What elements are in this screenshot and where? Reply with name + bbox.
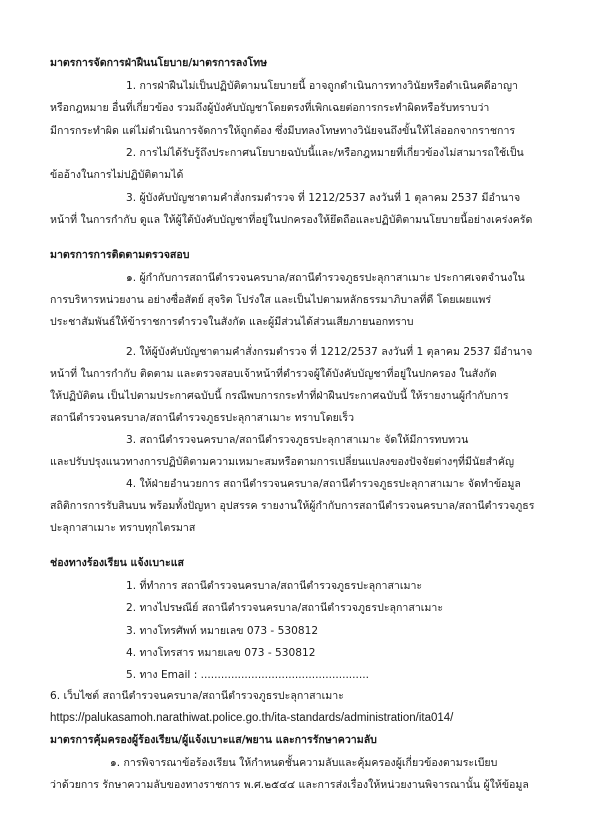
section-heading-channels: ช่องทางร้องเรียน แจ้งเบาะแส [50, 557, 184, 569]
policy-line-3: มีการกระทำผิด แต่ไม่ดำเนินการจัดการให้ถูกต้อง ซึ่งมีบทลงโทษทางวินัยจนถึงขั้นให้ไล่ออกจากราชการ [50, 125, 516, 137]
section-heading-monitoring: มาตรการการติดตามตรวจสอบ [50, 249, 190, 261]
channel-item-2: 2. ทางไปรษณีย์ สถานีตำรวจนครบาล/สถานีตำรวจภูธรปะลุกาสาเมาะ [126, 602, 444, 614]
monitoring-line-7: สถานีตำรวจนครบาล/สถานีตำรวจภูธรปะลุกาสาเมาะ ทราบโดยเร็ว [50, 412, 355, 424]
policy-line-2: หรือกฎหมาย อื่นที่เกี่ยวข้อง รวมถึงผู้บังคับบัญชาโดยตรงที่เพิกเฉยต่อการกระทำผิดหรือรับทราบว่า [50, 102, 490, 114]
channel-website-url[interactable]: https://palukasamoh.narathiwat.police.go.th/ita-standards/administration/ita014/ [50, 712, 454, 724]
monitoring-line-2: การบริหารหน่วยงาน อย่างซื่อสัตย์ สุจริต โปร่งใส และเป็นไปตามหลักธรรมาภิบาลที่ดี โดยเผยแพร่ [50, 294, 492, 306]
monitoring-line-9: และปรับปรุงแนวทางการปฏิบัติตามความเหมาะสมหรือตามการเปลี่ยนแปลงของปัจจัยต่างๆที่มีนัยสำคัญ [50, 456, 514, 468]
monitoring-line-10: 4. ให้ฝ่ายอำนวยการ สถานีตำรวจนครบาล/สถานีตำรวจภูธรปะลุกาสาเมาะ จัดทำข้อมูล [126, 478, 521, 490]
policy-line-6: 3. ผู้บังคับบัญชาตามคำสั่งกรมตำรวจ ที่ 1212/2537 ลงวันที่ 1 ตุลาคม 2537 มีอำนาจ [126, 192, 521, 204]
monitoring-line-1: ๑. ผู้กำกับการสถานีตำรวจนครบาล/สถานีตำรวจภูธรปะลุกาสาเมาะ ประกาศเจตจำนงใน [126, 272, 525, 284]
channel-item-4: 4. ทางโทรสาร หมายเลข 073 - 530812 [126, 647, 316, 659]
protection-line-2: ว่าด้วยการ รักษาความลับของทางราชการ พ.ศ.๒๕๔๔ และการส่งเรื่องให้หน่วยงานพิจารณานั้น ผู้ให้ข้อมูล [50, 779, 529, 791]
section-heading-protection: มาตรการคุ้มครองผู้ร้องเรียน/ผู้แจ้งเบาะแส/พยาน และการรักษาความลับ [50, 734, 377, 746]
protection-line-1: ๑. การพิจารณาข้อร้องเรียน ให้กำหนดชั้นความลับและคุ้มครองผู้เกี่ยวข้องตามระเบียบ [110, 757, 498, 769]
monitoring-line-5: หน้าที่ ในการกำกับ ติดตาม และตรวจสอบเจ้าหน้าที่ตำรวจผู้ใต้บังคับบัญชาที่อยู่ในปกครอง ในสังกัด [50, 368, 497, 380]
monitoring-line-6: ให้ปฏิบัติตน เป็นไปตามประกาศฉบับนี้ กรณีพบการกระทำที่ฝ่าฝืนประกาศฉบับนี้ ให้รายงานผู้กำกับการ [50, 390, 509, 402]
channel-item-5: 5. ทาง Email : .................................................. [126, 669, 370, 681]
monitoring-line-12: ปะลุกาสาเมาะ ทราบทุกไตรมาส [50, 522, 196, 534]
monitoring-line-4: 2. ให้ผู้บังคับบัญชาตามคำสั่งกรมตำรวจ ที่ 1212/2537 ลงวันที่ 1 ตุลาคม 2537 มีอำนาจ [126, 346, 533, 358]
channel-website-label: 6. เว็บไซต์ สถานีตำรวจนครบาล/สถานีตำรวจภูธรปะลุกาสาเมาะ [50, 690, 344, 702]
channel-item-1: 1. ที่ทำการ สถานีตำรวจนครบาล/สถานีตำรวจภูธรปะลุกาสาเมาะ [126, 580, 423, 592]
policy-line-1: 1. การฝ่าฝืนไม่เป็นปฏิบัติตามนโยบายนี้ อาจถูกดำเนินการทางวินัยหรือดำเนินคดีอาญา [126, 80, 518, 92]
policy-line-5: ข้ออ้างในการไม่ปฏิบัติตามได้ [50, 169, 184, 181]
channel-item-3: 3. ทางโทรศัพท์ หมายเลข 073 - 530812 [126, 625, 319, 637]
policy-line-4: 2. การไม่ได้รับรู้ถึงประกาศนโยบายฉบับนี้และ/หรือกฎหมายที่เกี่ยวข้องไม่สามารถใช้เป็น [126, 147, 524, 159]
section-heading-policy: มาตรการจัดการฝ่าฝืนนโยบาย/มาตรการลงโทษ [50, 57, 268, 69]
monitoring-line-8: 3. สถานีตำรวจนครบาล/สถานีตำรวจภูธรปะลุกาสาเมาะ จัดให้มีการทบทวน [126, 434, 469, 446]
monitoring-line-11: สถิติการการรับสินบน พร้อมทั้งปัญหา อุปสรรค รายงานให้ผู้กำกับการสถานีตำรวจนครบาล/สถานีตำรวจภูธร [50, 500, 535, 512]
policy-line-7: หน้าที่ ในการกำกับ ดูแล ให้ผู้ใต้บังคับบัญชาที่อยู่ในปกครองให้ยึดถือและปฏิบัติตามนโยบายนี้อย่างเคร่งครัด [50, 214, 533, 226]
monitoring-line-3: ประชาสัมพันธ์ให้ข้าราชการตำรวจในสังกัด และผู้มีส่วนได้ส่วนเสียภายนอกทราบ [50, 316, 414, 328]
